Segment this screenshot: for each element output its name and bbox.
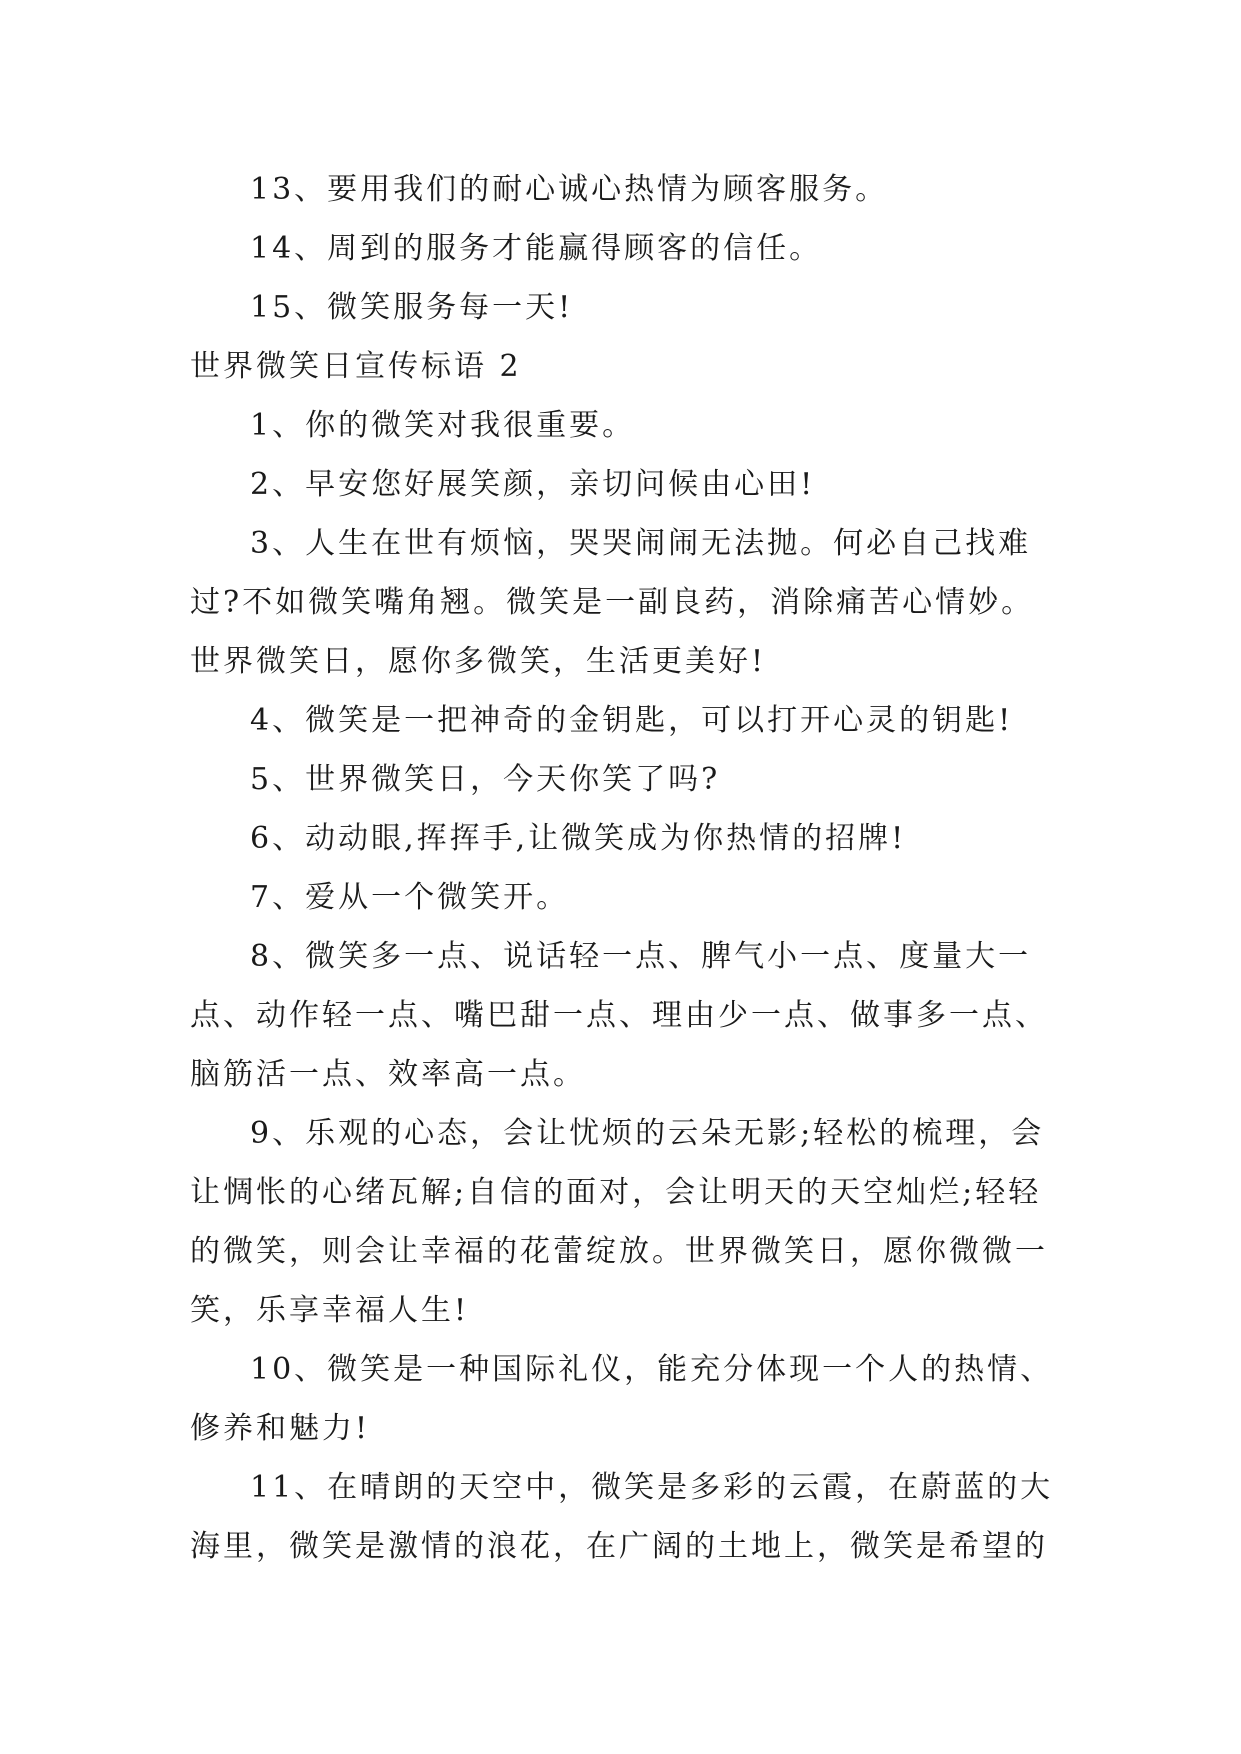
text-line: 世界微笑日，愿你多微笑，生活更美好! [190,644,767,679]
text-line: 的微笑，则会让幸福的花蕾绽放。世界微笑日，愿你微微一 [190,1234,1048,1269]
list-item: 2、早安您好展笑颜，亲切问候由心田! [250,467,816,502]
list-item: 4、微笑是一把神奇的金钥匙，可以打开心灵的钥匙! [250,703,1014,738]
list-item: 9、乐观的心态，会让忧烦的云朵无影;轻松的梳理，会 [250,1116,1045,1151]
list-item: 3、人生在世有烦恼，哭哭闹闹无法抛。何必自己找难 [250,526,1032,561]
list-item: 13、要用我们的耐心诚心热情为顾客服务。 [250,172,889,207]
text-line: 让惆怅的心绪瓦解;自信的面对，会让明天的天空灿烂;轻轻 [190,1175,1042,1210]
list-item: 5、世界微笑日，今天你笑了吗? [250,762,721,797]
document-body [190,160,1060,1576]
list-item: 14、周到的服务才能赢得顾客的信任。 [250,231,823,266]
list-item: 15、微笑服务每一天! [250,290,574,325]
text-line: 修养和魅力! [190,1411,371,1446]
text-line: 笑，乐享幸福人生! [190,1293,470,1328]
list-item: 6、动动眼,挥挥手,让微笑成为你热情的招牌! [250,821,907,856]
list-item: 11、在晴朗的天空中，微笑是多彩的云霞，在蔚蓝的大 [250,1470,1054,1505]
list-item: 8、微笑多一点、说话轻一点、脾气小一点、度量大一 [250,939,1032,974]
text-line: 点、动作轻一点、嘴巴甜一点、理由少一点、做事多一点、 [190,998,1048,1033]
section-heading: 世界微笑日宣传标语 2 [190,349,522,384]
list-item: 10、微笑是一种国际礼仪，能充分体现一个人的热情、 [250,1352,1054,1387]
list-item: 1、你的微笑对我很重要。 [250,408,636,443]
text-line: 海里，微笑是激情的浪花，在广阔的土地上，微笑是希望的 [190,1529,1048,1564]
text-line: 脑筋活一点、效率高一点。 [190,1057,586,1092]
text-line: 过?不如微笑嘴角翘。微笑是一副良药，消除痛苦心情妙。 [190,585,1035,620]
list-item: 7、爱从一个微笑开。 [250,880,570,915]
